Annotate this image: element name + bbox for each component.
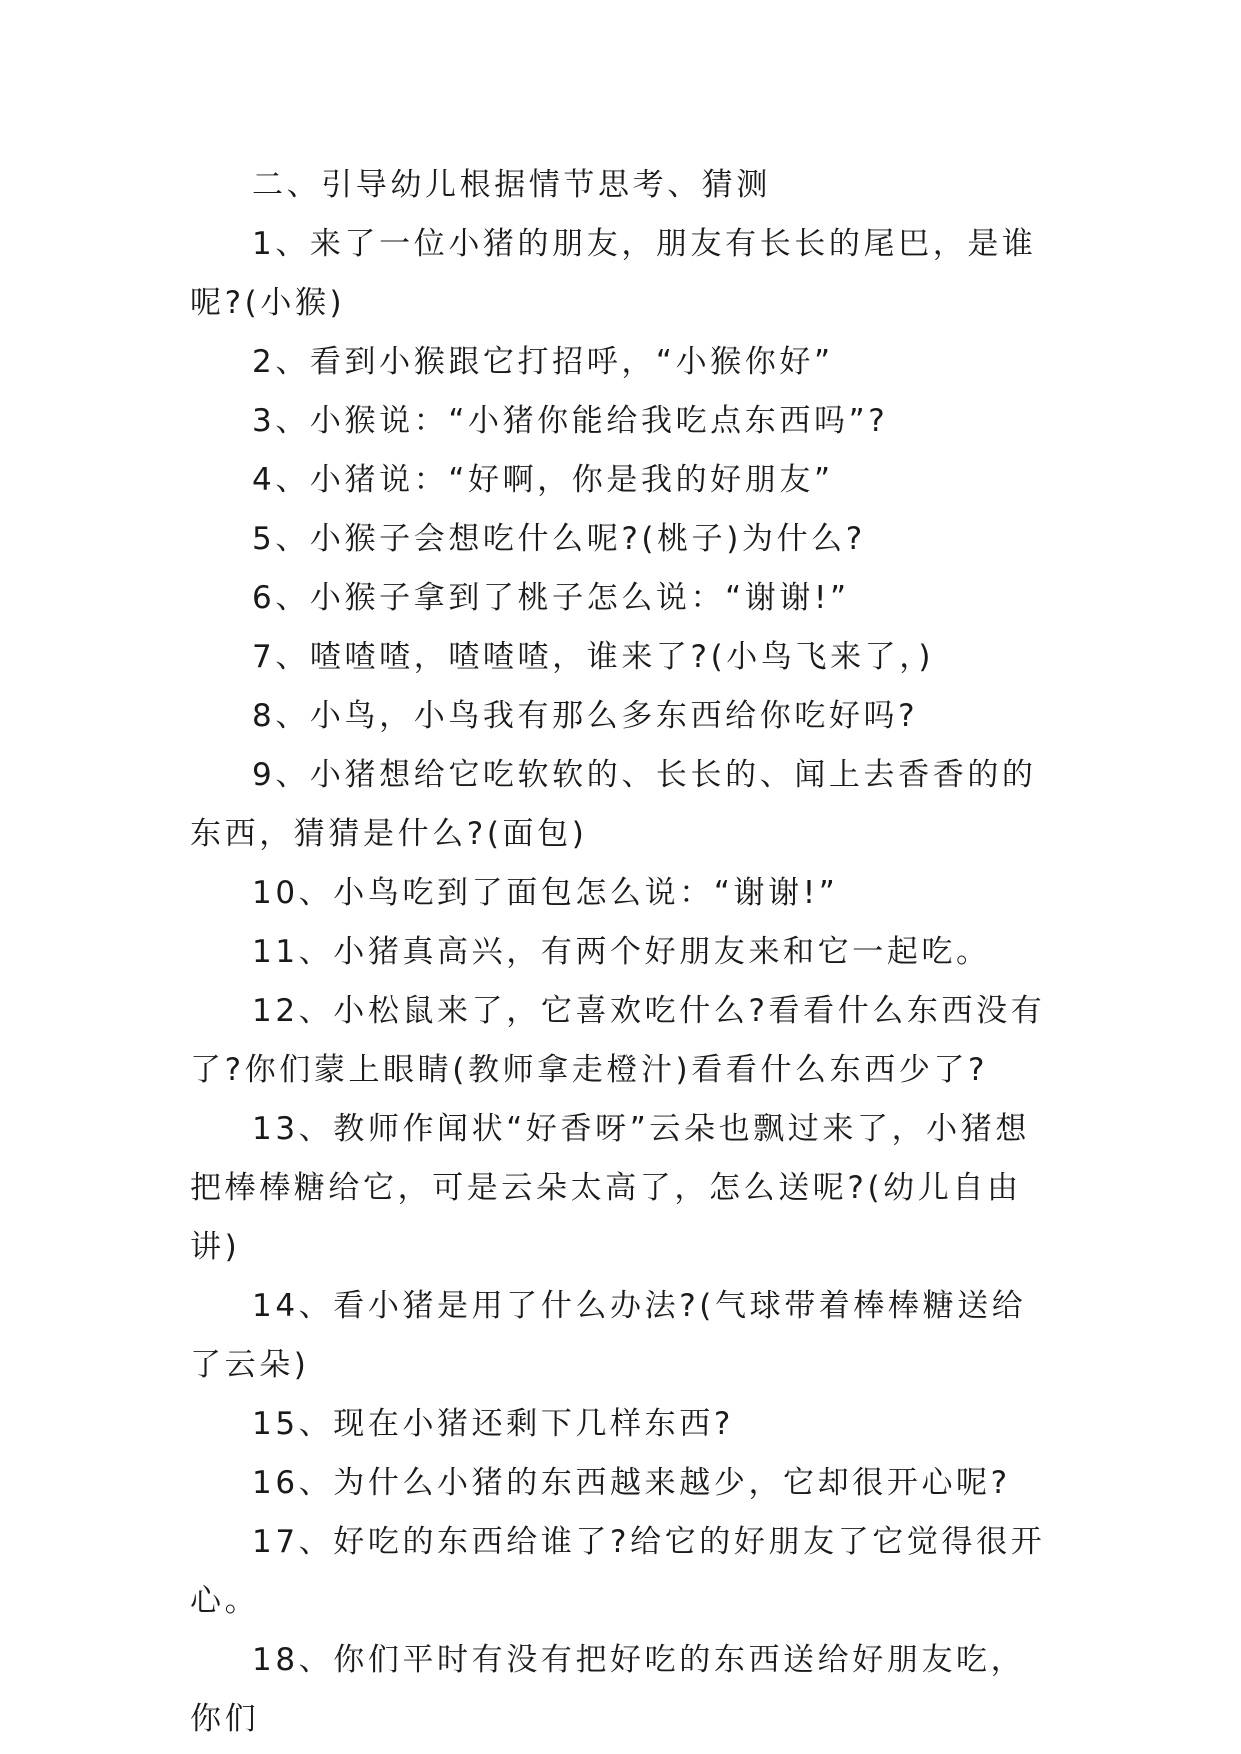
- paragraph-14: 14、看小猪是用了什么办法?(气球带着棒棒糖送给了云朵): [190, 1288, 1027, 1383]
- paragraph-16: 16、为什么小猪的东西越来越少，它却很开心呢?: [252, 1465, 1011, 1501]
- paragraph-13: 13、教师作闻状“好香呀”云朵也飘过来了，小猪想把棒棒糖给它，可是云朵太高了，怎么送呢?(幼儿自由讲): [190, 1111, 1030, 1265]
- paragraph-1: 1、来了一位小猪的朋友，朋友有长长的尾巴，是谁呢?(小猴): [190, 226, 1037, 321]
- paragraph-4: 4、小猪说：“好啊，你是我的好朋友”: [252, 462, 834, 498]
- paragraph-12: 12、小松鼠来了，它喜欢吃什么?看看什么东西没有了?你们蒙上眼睛(教师拿走橙汁)看看什么东西少了?: [190, 993, 1046, 1088]
- paragraph-10: 10、小鸟吃到了面包怎么说：“谢谢!”: [252, 875, 839, 911]
- document-body: [190, 156, 1050, 1749]
- paragraph-15: 15、现在小猪还剩下几样东西?: [252, 1406, 734, 1442]
- paragraph-9: 9、小猪想给它吃软软的、长长的、闻上去香香的的东西，猜猜是什么?(面包): [190, 757, 1037, 852]
- paragraph-6: 6、小猴子拿到了桃子怎么说：“谢谢!”: [252, 580, 850, 616]
- paragraph-2: 2、看到小猴跟它打招呼，“小猴你好”: [252, 344, 834, 380]
- paragraph-7: 7、喳喳喳，喳喳喳，谁来了?(小鸟飞来了，): [252, 639, 935, 675]
- paragraph-8: 8、小鸟，小鸟我有那么多东西给你吃好吗?: [252, 698, 919, 734]
- paragraph-3: 3、小猴说：“小猪你能给我吃点东西吗”?: [252, 403, 889, 439]
- paragraph-17: 17、好吃的东西给谁了?给它的好朋友了它觉得很开心。: [190, 1524, 1046, 1619]
- paragraph-18: 18、你们平时有没有把好吃的东西送给好朋友吃，你们: [190, 1642, 1026, 1737]
- paragraph-5: 5、小猴子会想吃什么呢?(桃子)为什么?: [252, 521, 866, 557]
- paragraph-11: 11、小猪真高兴，有两个好朋友来和它一起吃。: [252, 934, 991, 970]
- section-heading: 二、引导幼儿根据情节思考、猜测: [252, 167, 771, 203]
